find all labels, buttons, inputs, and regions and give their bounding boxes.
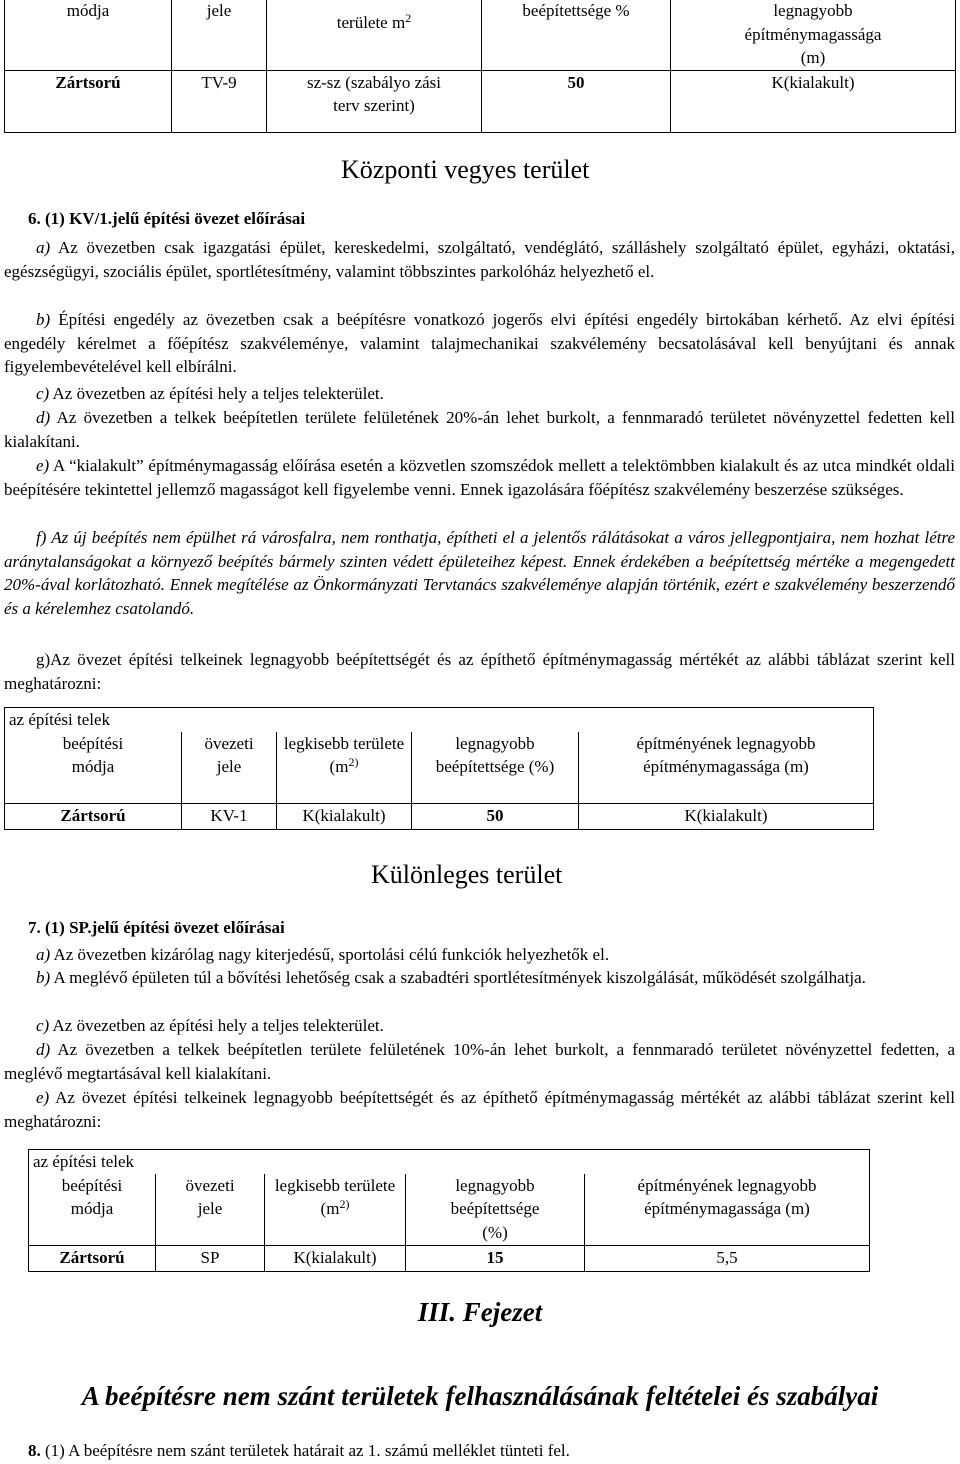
kv-paragraph-c: c) Az övezetben az építési hely a teljes telekterület. <box>36 384 384 403</box>
cell-epitmenymagassag: K(kialakult) <box>579 804 874 830</box>
th-legnagyobb-beepitettsege: legnagyobb beépítettsége (%) <box>412 732 579 804</box>
paragraph-8: 8. (1) A beépítésre nem szánt területek határait az 1. számú melléklet tünteti fel. <box>28 1441 570 1460</box>
cell-terulet: K(kialakult) <box>277 804 412 830</box>
th-jele: jele <box>172 0 267 70</box>
th-modja: módja <box>5 0 172 70</box>
cell-beepitesi-mod: Zártsorú <box>5 804 182 830</box>
kv-paragraph-g: g)Az övezet építési telkeinek legnagyobb beépítettségét és az építhető építménymagasság mértékét az alábbi táblázat szerint kell meghatározni: <box>4 650 955 693</box>
kv-paragraph-e: e) A “kialakult” építménymagasság előírása esetén a közvetlen szomszédok mellett a telektömbben kialakult és az utca mindkét oldali beépítésére tekintettel jellemző magasságot kell figyelembe venni. Ennek igazolására főépítész szakvélemény beszerzése szükséges. <box>4 456 956 499</box>
zoning-table-kv1 <box>4 707 874 830</box>
th-beepitesi-modja: beépítési módja <box>5 732 182 804</box>
cell-ovezeti-jel: TV-9 <box>172 70 267 132</box>
table-caption: az építési telek <box>5 708 874 732</box>
section-title-kv: Központi vegyes terület <box>341 155 590 184</box>
th-legkisebb-terulete: legkisebb területe ($m^{2)}$ <box>277 732 412 804</box>
cell-terulet: K(kialakult) <box>265 1246 406 1272</box>
th-beepitettseg: beépítettsége % <box>482 0 671 70</box>
th-epitmenymagassaga: építményének legnagyobb építménymagassága (m) <box>579 732 874 804</box>
cell-beepitettseg: 50 <box>412 804 579 830</box>
table-caption: az építési telek <box>29 1150 870 1174</box>
cell-ovezeti-jel: KV-1 <box>182 804 277 830</box>
heading-sp: 7. (1) SP.jelű építési övezet előírásai <box>28 918 285 937</box>
sp-paragraph-a: a) Az övezetben kizárólag nagy kiterjedésű, sportolási célú funkciók helyezhetők el. <box>36 945 610 964</box>
kv-paragraph-d: d) Az övezetben a telkek beépítetlen területe felületének 20%-án lehet burkolt, a fennmaradó területet növényzettel fedetten kell kialakítani. <box>4 408 955 451</box>
cell-beepitesi-mod: Zártsorú <box>5 70 172 132</box>
kv-paragraph-f: f) Az új beépítés nem épülhet rá városfalra, nem ronthatja, építheti el a jelentős rálátásokat a város jellegpontjaira, nem hozhat létre aránytalanságokat a környező beépítés bármely szinten védett épületeihez képest. Ennek érdekében a beépítettség mértéke a megengedett 20%-ával korlátozható. Ennek megítélése az Önkormányzati Tervtanács szakvéleménye alapján történik, ezért e szakvélemény beszerzendő és a kérelemhez csatolandó. <box>4 528 955 618</box>
cell-ovezeti-jel: SP <box>156 1246 265 1272</box>
sp-paragraph-e: e) Az övezet építési telkeinek legnagyobb beépítettségét és az építhető építménymagasság mértékét az alábbi táblázat szerint kell meghatározni: <box>4 1088 955 1131</box>
cell-epitmenymagassag: K(kialakult) <box>671 70 956 132</box>
chapter-title: A beépítésre nem szánt területek felhasználásának feltételei és szabályai <box>81 1381 879 1411</box>
cell-beepitettseg: 50 <box>482 70 671 132</box>
th-legkisebb-terulete: legkisebb területe ($m^{2)}$ <box>265 1174 406 1246</box>
kv-paragraph-b: b) Építési engedély az övezetben csak a beépítésre vonatkozó jogerős elvi építési engedély birtokában kérhető. Az elvi építési engedély kérelmet a főépítész szakvéleménye, valamint talajmechanikai szakvélemény becsatolásával kell benyújtani és annak figyelembevételével kell elbírálni. <box>4 310 956 376</box>
sp-paragraph-c: c) Az övezetben az építési hely a teljes telekterület. <box>36 1016 384 1035</box>
chapter-number: III. Fejezet <box>417 1297 543 1327</box>
th-ovezeti-jele: övezeti jele <box>156 1174 265 1246</box>
zoning-table-sp <box>28 1149 870 1272</box>
cell-terulet: sz-sz (szabályo zási terv szerint) <box>267 70 482 132</box>
sp-paragraph-d: d) Az övezetben a telkek beépítetlen területe felületének 10%-án lehet burkolt, a fennmaradó területet növényzettel fedetten, a meglévő megtartásával kell kialakítani. <box>4 1040 956 1083</box>
zoning-table-tv9 <box>4 0 956 133</box>
th-beepitesi-modja: beépítési módja <box>29 1174 156 1246</box>
cell-epitmenymagassag: 5,5 <box>585 1246 870 1272</box>
th-epitmenymagassag: legnagyobb építménymagassága (m) <box>671 0 956 70</box>
cell-beepitesi-mod: Zártsorú <box>29 1246 156 1272</box>
cell-beepitettseg: 15 <box>406 1246 585 1272</box>
heading-kv: 6. (1) KV/1.jelű építési övezet előírásai <box>28 209 306 228</box>
th-ovezeti-jele: övezeti jele <box>182 732 277 804</box>
th-epitmenymagassaga: építményének legnagyobb építménymagassága (m) <box>585 1174 870 1246</box>
section-title-sp: Különleges terület <box>371 860 563 889</box>
kv-paragraph-a: a) Az övezetben csak igazgatási épület, kereskedelmi, szolgáltató, vendéglátó, szálláshely szolgáltató épület, egyházi, oktatási, egészségügyi, szociális épület, sportlétesítmény, valamint többszintes parkolóház helyezhető el. <box>4 238 956 281</box>
th-legnagyobb-beepitettsege: legnagyobb beépítettsége (%) <box>406 1174 585 1246</box>
th-terulete: területe $m^2$ <box>267 0 482 70</box>
sp-paragraph-b: b) A meglévő épületen túl a bővítési lehetőség csak a szabadtéri sportlétesítmények kiszolgálását, működését szolgálhatja. <box>36 968 866 987</box>
